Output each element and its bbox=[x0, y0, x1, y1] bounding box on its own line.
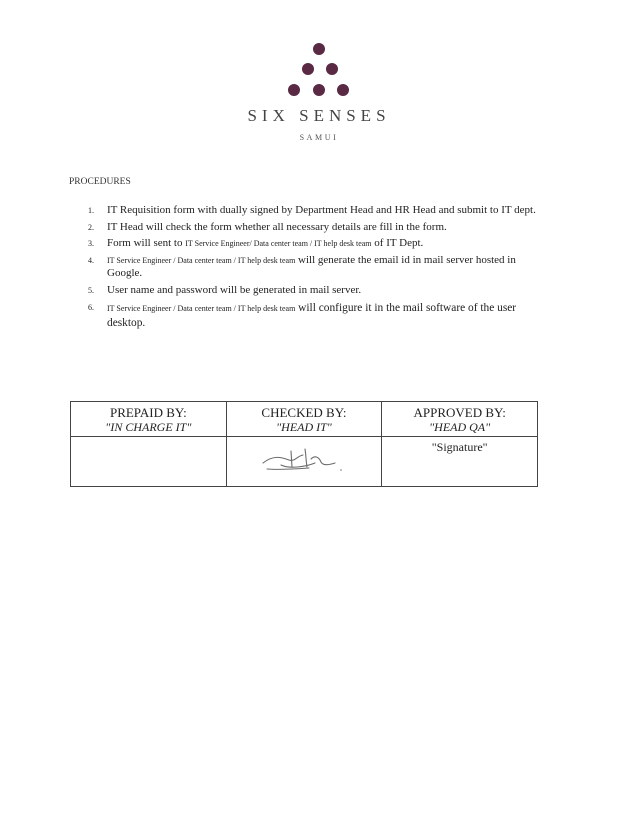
procedure-team-text: IT Service Engineer / Data center team / IT help desk team bbox=[107, 255, 296, 265]
approved-by-cell bbox=[382, 402, 538, 437]
logo-dot-bottom-left bbox=[288, 84, 300, 96]
procedure-item-5 bbox=[88, 284, 538, 298]
approved-by-role: "HEAD QA" bbox=[429, 420, 491, 434]
six-senses-logo bbox=[0, 0, 638, 160]
approved-by-title: APPROVED BY: bbox=[413, 405, 506, 420]
brand-name: SIX SENSES bbox=[247, 106, 391, 125]
brand-location: SAMUI bbox=[299, 133, 339, 142]
logo-dot-bottom-right bbox=[337, 84, 349, 96]
prepared-by-role: "IN CHARGE IT" bbox=[105, 420, 192, 434]
prepared-by-cell bbox=[71, 402, 227, 437]
checked-by-title: CHECKED BY: bbox=[261, 405, 347, 420]
procedure-text: IT Requisition form with dually signed by Department Head and HR Head and submit to IT dept. bbox=[107, 204, 536, 216]
procedure-text-pre: Form will sent to bbox=[107, 237, 183, 250]
procedure-text-post: will configure it in the mail software of the user desktop. bbox=[107, 301, 517, 329]
procedure-text-post: will generate the email id in mail server hosted in Google. bbox=[107, 253, 516, 280]
procedure-item-2 bbox=[88, 221, 538, 235]
procedures-list bbox=[88, 204, 538, 333]
procedure-item-4 bbox=[88, 254, 538, 281]
checked-by-signature-cell bbox=[226, 437, 382, 487]
procedure-number: 2. bbox=[88, 222, 94, 232]
logo-dot-middle-left bbox=[302, 63, 314, 75]
procedure-team-text: IT Service Engineer/ Data center team / IT help desk team bbox=[185, 239, 372, 249]
checked-by-role: "HEAD IT" bbox=[276, 420, 332, 434]
prepared-by-title: PREPAID BY: bbox=[109, 405, 187, 420]
approved-by-signature-text: "Signature" bbox=[431, 440, 488, 454]
logo-dot-middle-right bbox=[326, 63, 338, 75]
procedure-number: 1. bbox=[88, 206, 94, 215]
procedure-number: 6. bbox=[88, 302, 94, 312]
procedure-item-3 bbox=[88, 237, 538, 251]
procedure-text-post: of IT Dept. bbox=[374, 237, 424, 250]
prepared-by-signature-cell bbox=[71, 437, 227, 487]
approval-signature-row bbox=[71, 437, 538, 487]
procedure-text: User name and password will be generated in mail server. bbox=[107, 283, 362, 296]
procedure-number: 4. bbox=[88, 255, 94, 265]
handwritten-signature bbox=[259, 443, 349, 475]
procedure-team-text: IT Service Engineer / Data center team / IT help desk team bbox=[107, 303, 296, 313]
procedure-item-1 bbox=[88, 204, 538, 218]
logo-dot-bottom-center bbox=[313, 84, 325, 96]
procedure-text: IT Head will check the form whether all necessary details are fill in the form. bbox=[107, 220, 447, 233]
procedure-number: 5. bbox=[88, 285, 94, 295]
procedure-item-6 bbox=[88, 301, 538, 330]
approval-table bbox=[70, 401, 538, 487]
approved-by-signature-cell bbox=[382, 437, 538, 487]
procedure-number: 3. bbox=[88, 239, 94, 249]
logo-dot-top bbox=[313, 43, 325, 55]
approval-header-row bbox=[71, 402, 538, 437]
procedures-heading: PROCEDURES bbox=[69, 177, 131, 187]
checked-by-cell bbox=[226, 402, 382, 437]
